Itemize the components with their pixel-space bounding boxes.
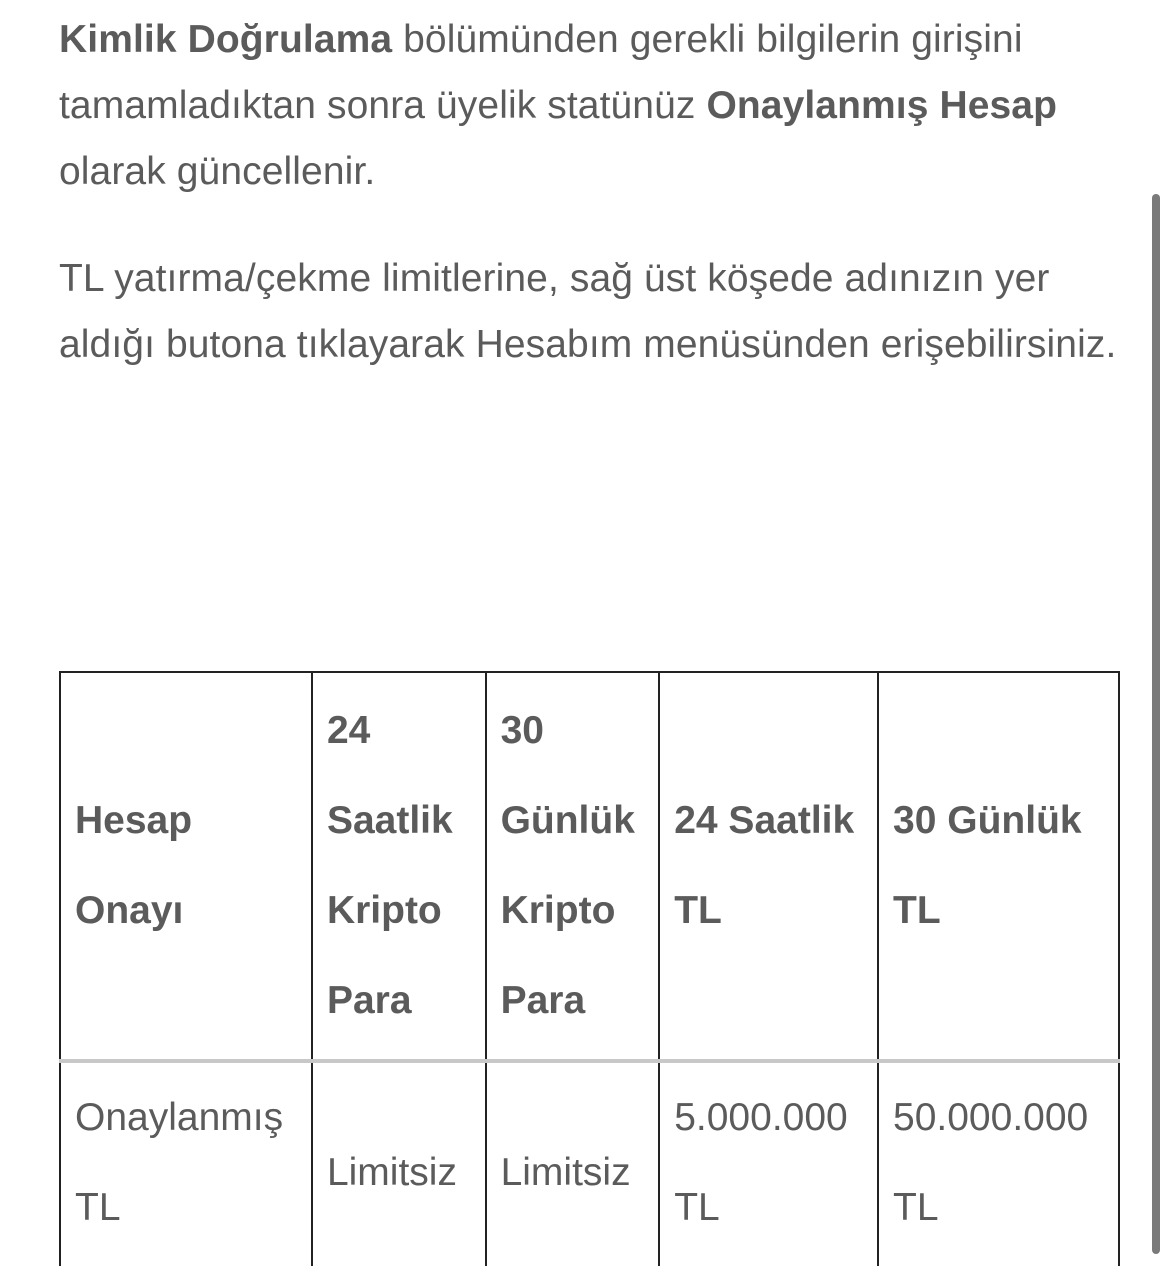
verification-paragraph [59, 7, 1121, 205]
cell-hesap-onayi: Onaylanmış TL [60, 1061, 312, 1266]
header-30-gunluk-kripto: 30 Günlük Kripto Para [486, 672, 660, 1061]
header-24-saatlik-kripto: 24 Saatlik Kripto Para [312, 672, 486, 1061]
kimlik-dogrulama-bold: Kimlik Doğrulama [59, 18, 393, 61]
table-header-row [60, 672, 1119, 1061]
onaylanmis-hesap-bold: Onaylanmış Hesap [706, 84, 1058, 127]
table-row [60, 1061, 1119, 1266]
cell-30-gunluk-kripto: Limitsiz [486, 1061, 660, 1266]
cell-24-saatlik-kripto: Limitsiz [312, 1061, 486, 1266]
vertical-scrollbar[interactable] [1152, 194, 1160, 1254]
paragraph1-text2: olarak güncellenir. [59, 150, 376, 193]
paragraph1-text1: bölümünden gerekli bilgilerin girişini tamamladıktan sonra üyelik statünüz [59, 18, 1023, 127]
limits-table [59, 671, 1120, 1266]
header-hesap-onayi: Hesap Onayı [60, 672, 312, 1061]
cell-30-gunluk-tl: 50.000.000 TL [878, 1061, 1119, 1266]
header-30-gunluk-tl: 30 Günlük TL [878, 672, 1119, 1061]
limits-info-paragraph: TL yatırma/çekme limitlerine, sağ üst köşede adınızın yer aldığı butona tıklayarak Hesabım menüsünden erişebilirsiniz. [59, 257, 1117, 366]
header-24-saatlik-tl: 24 Saatlik TL [659, 672, 878, 1061]
cell-24-saatlik-tl: 5.000.000 TL [659, 1061, 878, 1266]
